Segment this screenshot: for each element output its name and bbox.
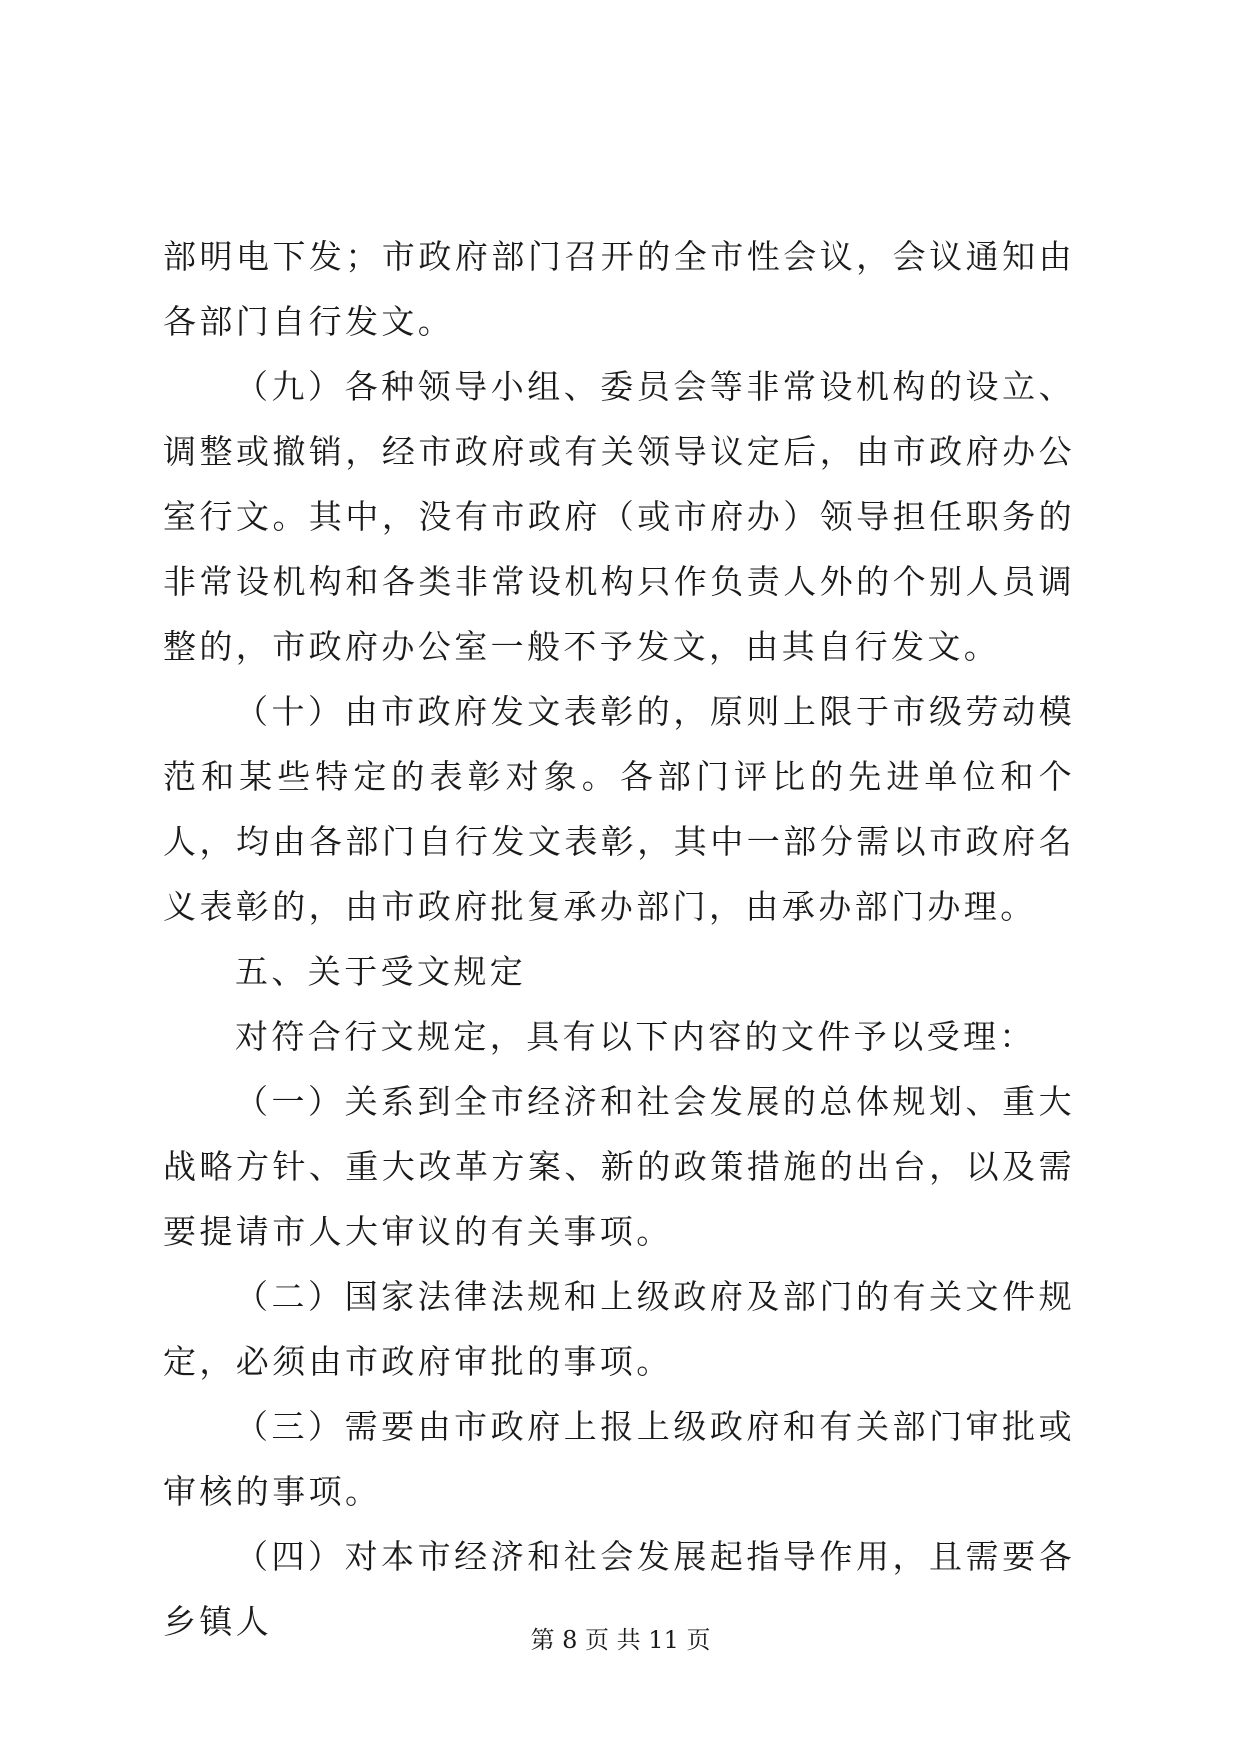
paragraph-item-9: （九）各种领导小组、委员会等非常设机构的设立、调整或撤销，经市政府或有关领导议定后，由市政府办公室行文。其中，没有市政府（或市府办）领导担任职务的非常设机构和各类非常设机构只作负责人外的个别人员调整的，市政府办公室一般不予发文，由其自行发文。 xyxy=(163,367,1075,666)
paragraph-intro: 对符合行文规定，具有以下内容的文件予以受理： xyxy=(235,1017,1036,1056)
paragraph-item-1: （一）关系到全市经济和社会发展的总体规划、重大战略方针、重大改革方案、新的政策措施的出台，以及需要提请市人大审议的有关事项。 xyxy=(163,1082,1075,1251)
paragraph-continuation: 部明电下发；市政府部门召开的全市性会议，会议通知由各部门自行发文。 xyxy=(163,237,1075,341)
document-body xyxy=(163,224,1075,1654)
paragraph-item-4: （四）对本市经济和社会发展起指导作用，且需要各乡镇人 xyxy=(163,1537,1075,1641)
page-number-footer: 第 8 页 共 11 页 xyxy=(530,1626,711,1654)
section-heading-5: 五、关于受文规定 xyxy=(235,952,527,991)
paragraph-item-10: （十）由市政府发文表彰的，原则上限于市级劳动模范和某些特定的表彰对象。各部门评比的先进单位和个人，均由各部门自行发文表彰，其中一部分需以市政府名义表彰的，由市政府批复承办部门，由承办部门办理。 xyxy=(163,692,1075,926)
paragraph-item-2: （二）国家法律法规和上级政府及部门的有关文件规定，必须由市政府审批的事项。 xyxy=(163,1277,1075,1381)
paragraph-item-3: （三）需要由市政府上报上级政府和有关部门审批或审核的事项。 xyxy=(163,1407,1075,1511)
